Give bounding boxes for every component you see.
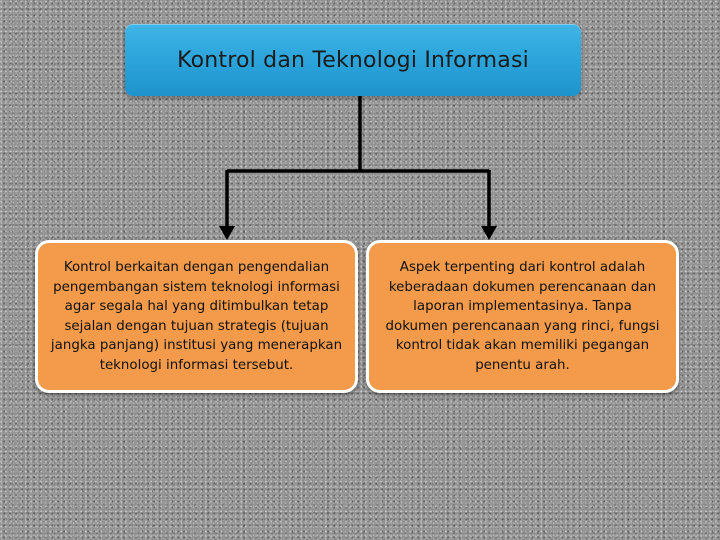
- info-box-right: [366, 240, 679, 393]
- info-box-left: [35, 240, 358, 393]
- arrowhead-left: [219, 226, 235, 240]
- diagram-title: Kontrol dan Teknologi Informasi: [177, 47, 529, 73]
- arrowhead-right: [481, 226, 497, 240]
- info-box-right-text: Aspek terpenting dari kontrol adalah keberadaan dokumen perencanaan dan laporan implementasinya. Tanpa dokumen perencanaan yang rinci, fungsi kontrol tidak akan memiliki pegangan penentu arah.: [385, 260, 660, 373]
- info-box-left-text: Kontrol berkaitan dengan pengendalian pengembangan sistem teknologi informasi agar segala hal yang ditimbulkan tetap sejalan dengan tujuan strategis (tujuan jangka panjang) institusi yang menerapkan teknologi informasi tersebut.: [50, 260, 343, 373]
